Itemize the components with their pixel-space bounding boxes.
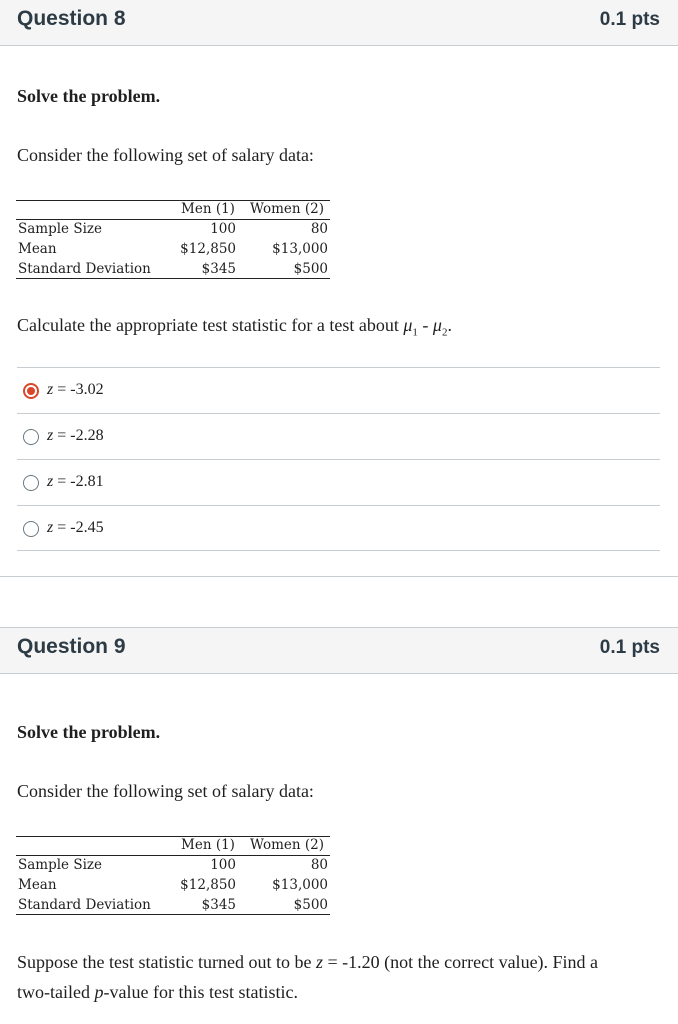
question-intro: Consider the following set of salary data: (17, 145, 314, 165)
radio-icon[interactable] (23, 429, 39, 445)
cell-women: $500 (293, 897, 328, 913)
cell-men: $12,850 (180, 877, 236, 893)
z-variable: z (47, 427, 54, 444)
question-9-header (0, 627, 678, 674)
cell-women: $500 (293, 261, 328, 277)
answer-value: = -3.02 (53, 381, 104, 398)
subscript: 1 (412, 326, 418, 339)
col-header-women: Women (2) (250, 201, 324, 217)
cell-women: $13,000 (272, 877, 328, 893)
cell-women: 80 (310, 221, 328, 237)
prompt-text: Suppose the test statistic turned out to be (17, 952, 316, 972)
prompt-suffix: . (447, 315, 452, 335)
cell-women: 80 (310, 857, 328, 873)
answer-label (47, 381, 104, 399)
answer-option[interactable] (17, 413, 660, 459)
answer-option[interactable] (17, 505, 660, 551)
cell-men: $12,850 (180, 241, 236, 257)
question-points: 0.1 pts (599, 637, 660, 658)
question-prompt (17, 947, 657, 1007)
answer-label (47, 473, 104, 491)
answer-value: = -2.81 (53, 473, 104, 490)
row-label: Sample Size (18, 221, 103, 237)
salary-data-table (16, 200, 330, 280)
col-header-men: Men (1) (181, 837, 235, 853)
answer-list (17, 367, 660, 551)
question-separator (0, 576, 678, 577)
prompt-line-2 (17, 977, 657, 1007)
cell-men: 100 (210, 221, 236, 237)
answer-option[interactable] (17, 367, 660, 413)
question-points: 0.1 pts (599, 9, 660, 30)
z-variable: z (315, 952, 323, 972)
question-prompt (17, 315, 452, 339)
prompt-text: = -1.20 (not the correct value). Find a (322, 952, 599, 972)
z-variable: z (47, 381, 54, 398)
prompt-text: Calculate the appropriate test statistic for a test about (17, 315, 404, 335)
radio-selected-icon[interactable] (23, 383, 39, 399)
answer-option[interactable] (17, 459, 660, 505)
cell-men: $345 (201, 261, 236, 277)
question-instruction: Solve the problem. (17, 86, 161, 106)
cell-men: $345 (201, 897, 236, 913)
answer-value: = -2.45 (53, 519, 104, 536)
z-variable: z (47, 473, 54, 490)
minus-sign: - (417, 315, 433, 335)
mu-symbol: μ (432, 315, 442, 335)
question-title: Question 9 (17, 635, 126, 658)
p-variable: p (94, 982, 104, 1002)
radio-icon[interactable] (23, 475, 39, 491)
subscript: 2 (441, 326, 448, 339)
question-8-header (0, 0, 678, 46)
answer-value: = -2.28 (53, 427, 104, 444)
prompt-text: -value for this test statistic. (103, 982, 298, 1002)
answer-label (47, 519, 104, 537)
col-header-women: Women (2) (250, 837, 324, 853)
row-label: Sample Size (18, 857, 103, 873)
row-label: Mean (18, 877, 57, 893)
cell-men: 100 (210, 857, 236, 873)
col-header-men: Men (1) (181, 201, 235, 217)
row-label: Mean (18, 241, 57, 257)
question-title: Question 8 (17, 7, 126, 30)
row-label: Standard Deviation (18, 897, 151, 913)
z-variable: z (47, 519, 54, 536)
mu-symbol: μ (403, 315, 413, 335)
question-instruction: Solve the problem. (17, 722, 161, 742)
radio-icon[interactable] (23, 521, 39, 537)
prompt-line-1 (17, 947, 657, 977)
row-label: Standard Deviation (18, 261, 151, 277)
question-intro: Consider the following set of salary data: (17, 781, 314, 801)
cell-women: $13,000 (272, 241, 328, 257)
prompt-text: two-tailed (17, 982, 95, 1002)
answer-label (47, 427, 104, 445)
salary-data-table (16, 836, 330, 916)
